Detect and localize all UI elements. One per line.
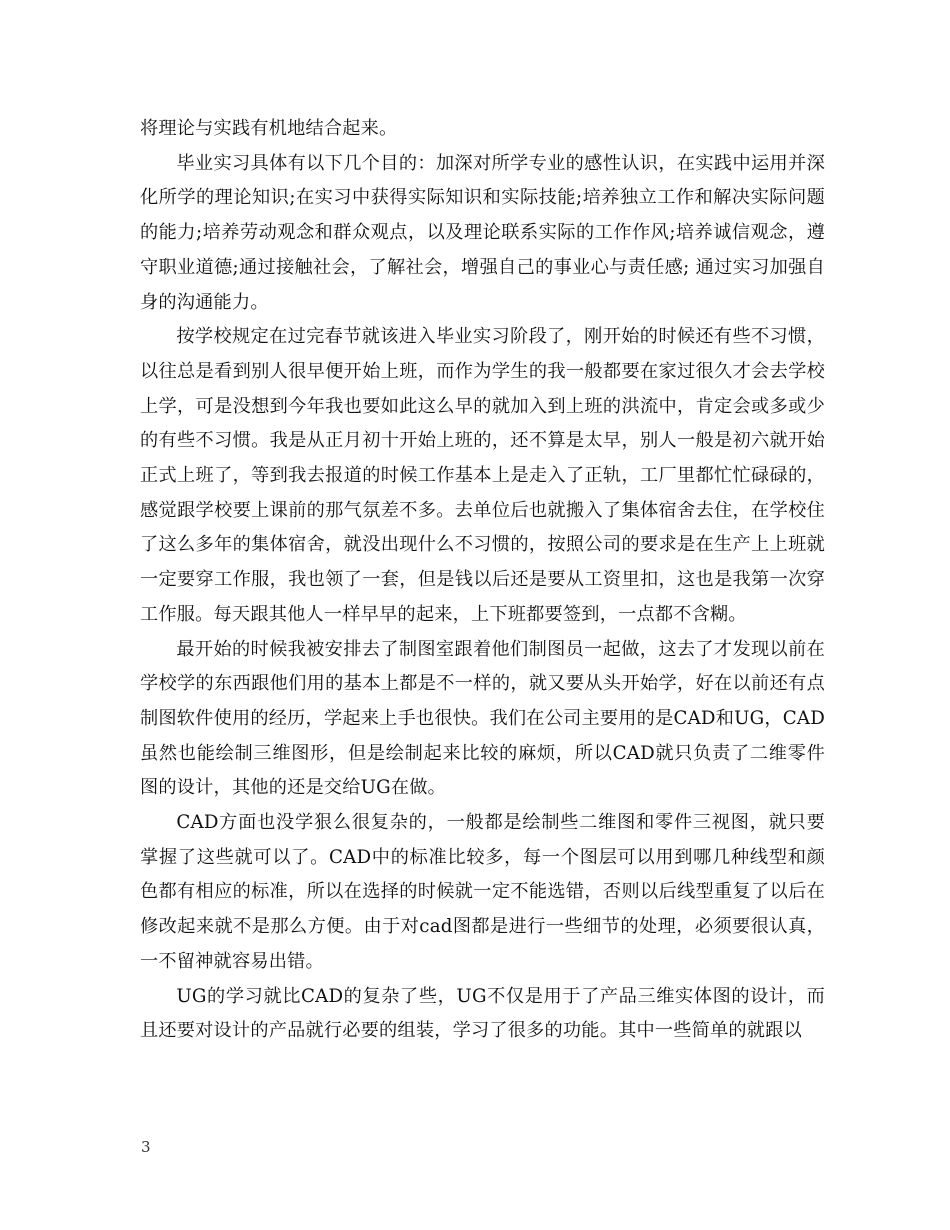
paragraph-2: 毕业实习具体有以下几个目的：加深对所学专业的感性认识，在实践中运用并深化所学的理论知识;在实习中获得实际知识和实际技能;培养独立工作和解决实际问题的能力;培养劳动观念和群众观点，以及理论联系实际的工作作风;培养诚信观念，遵守职业道德;通过接触社会，了解社会，增强自己的事业心与责任感; 通过实习加强自身的沟通能力。 (140, 152, 825, 313)
paragraph-1: 将理论与实践有机地结合起来。 (140, 118, 398, 139)
paragraph-3: 按学校规定在过完春节就该进入毕业实习阶段了，刚开始的时候还有些不习惯，以往总是看到别人很早便开始上班，而作为学生的我一般都要在家过很久才会去学校上学，可是没想到今年我也要如此这么早的就加入到上班的洪流中，肯定会或多或少的有些不习惯。我是从正月初十开始上班的，还不算是太早，别人一般是初六就开始正式上班了，等到我去报道的时候工作基本上是走入了正轨，工厂里都忙忙碌碌的，感觉跟学校要上课前的那气氛差不多。去单位后也就搬入了集体宿舍去住，在学校住了这么多年的集体宿舍，就没出现什么不习惯的，按照公司的要求是在生产上上班就一定要穿工作服，我也领了一套，但是钱以后还是要从工资里扣，这也是我第一次穿工作服。每天跟其他人一样早早的起来，上下班都要签到，一点都不含糊。 (140, 326, 825, 625)
paragraph-5: CAD方面也没学狠么很复杂的，一般都是绘制些二维图和零件三视图，就只要掌握了这些就可以了。CAD中的标准比较多，每一个图层可以用到哪几种线型和颜色都有相应的标准，所以在选择的时候就一定不能选错，否则以后线型重复了以后在修改起来就不是那么方便。由于对cad图都是进行一些细节的处理，必须要很认真，一不留神就容易出错。 (140, 812, 825, 972)
page-number: 3 (141, 1138, 151, 1156)
paragraph-6: UG的学习就比CAD的复杂了些，UG不仅是用于了产品三维实体图的设计，而且还要对设计的产品就行必要的组装，学习了很多的功能。其中一些简单的就跟以 (140, 985, 825, 1042)
document-body (140, 112, 825, 1049)
paragraph-4: 最开始的时候我被安排去了制图室跟着他们制图员一起做，这去了才发现以前在学校学的东西跟他们用的基本上都是不一样的，就又要从头开始学，好在以前还有点制图软件使用的经历，学起来上手也很快。我们在公司主要用的是CAD和UG，CAD虽然也能绘制三维图形，但是绘制起来比较的麻烦，所以CAD就只负责了二维零件图的设计，其他的还是交给UG在做。 (140, 638, 825, 799)
